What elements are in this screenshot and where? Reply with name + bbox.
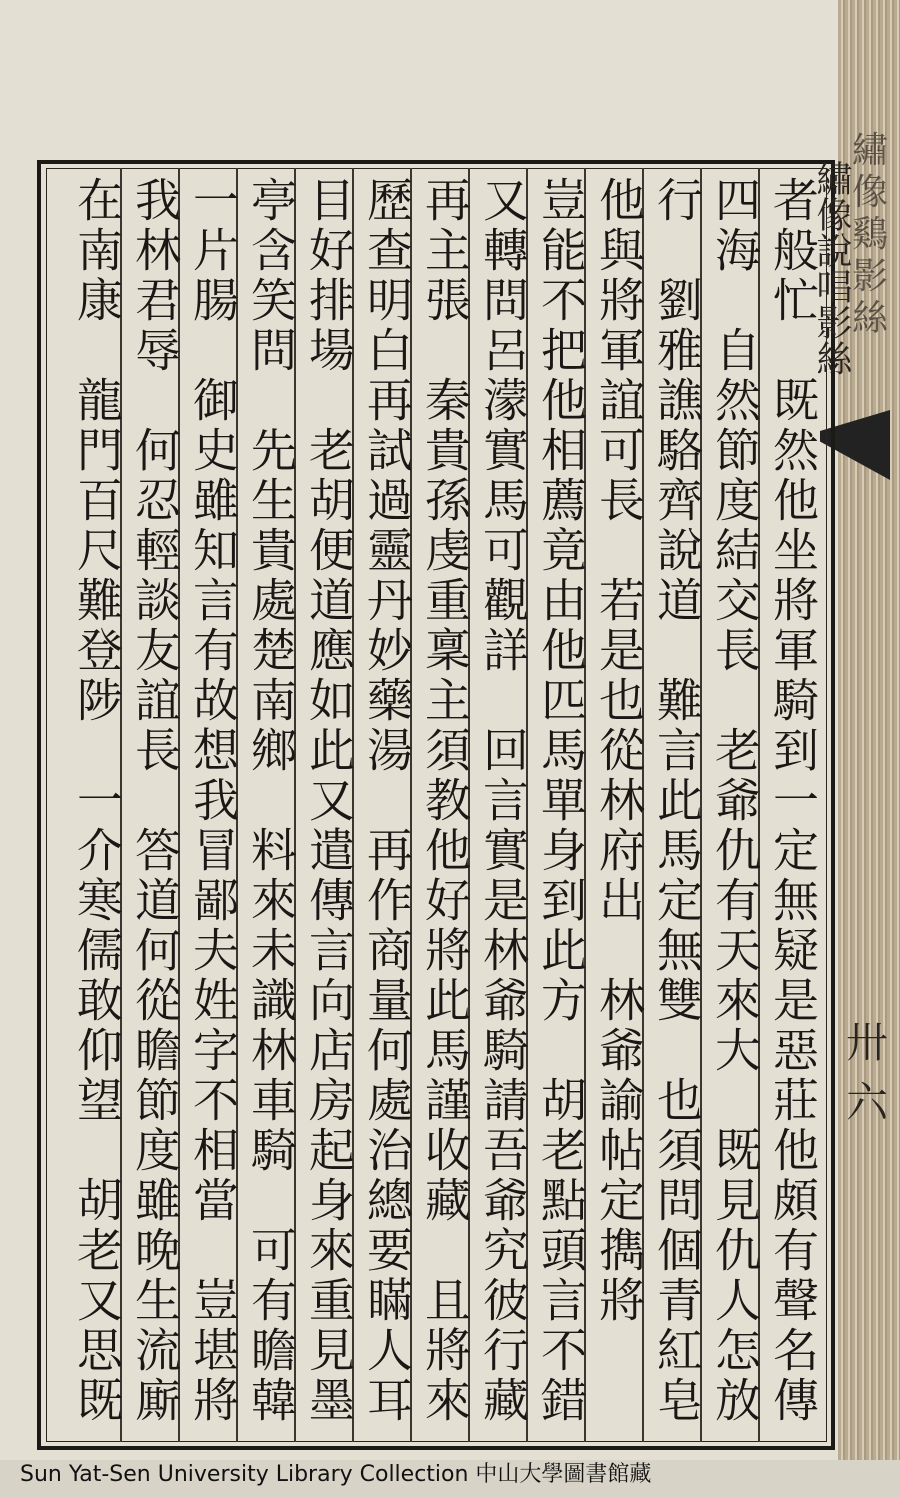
text-column: 亭含笑問 先生貴處楚南鄉 料來未識林車騎 可有瞻韓	[244, 176, 298, 1426]
fold-title: 繡像說唱影絲	[811, 160, 852, 376]
text-column: 在南康 龍門百尺難登陟 一介寒儒敢仰望 胡老又思既	[70, 176, 124, 1426]
text-column: 一片腸 御史雖知言有故想我冒鄙夫姓字不相當 豈堪將	[186, 176, 240, 1426]
text-column: 者般忙 既然他坐將軍騎到一定無疑是惡莊他頗有聲名傳	[766, 176, 820, 1426]
page-number: 卅六	[845, 1018, 888, 1127]
text-column: 我林君辱 何忍輕談友誼長 答道何從瞻節度雖晚生流廝	[128, 176, 182, 1426]
text-column: 他與將軍誼可長 若是也從林府出 林爺諭帖定擕將	[592, 176, 646, 1326]
collection-caption: Sun Yat-Sen University Library Collection 中山大學圖書館藏	[20, 1462, 652, 1487]
edge-label: 繡像鷄影絲	[851, 130, 888, 339]
text-column: 歷查明白再試過靈丹妙藥湯 再作商量何處治總要瞞人耳	[360, 176, 414, 1426]
text-column: 豈能不把他相薦竟由他匹馬單身到此方 胡老點頭言不錯	[534, 176, 588, 1426]
text-column: 四海 自然節度結交長 老爺仇有天來大 既見仇人怎放	[708, 176, 762, 1426]
text-column: 又轉問呂濛實馬可觀詳 回言實是林爺騎請吾爺究彼行藏	[476, 176, 530, 1426]
text-column: 行 劉雅譙駱齊說道 難言此馬定無雙 也須問個青紅皂	[650, 176, 704, 1426]
text-column: 再主張 秦貴孫虔重稟主須教他好將此馬謹收藏 且將來	[418, 176, 472, 1426]
text-column: 目好排場 老胡便道應如此又遣傳言向店房起身來重見墨	[302, 176, 356, 1426]
